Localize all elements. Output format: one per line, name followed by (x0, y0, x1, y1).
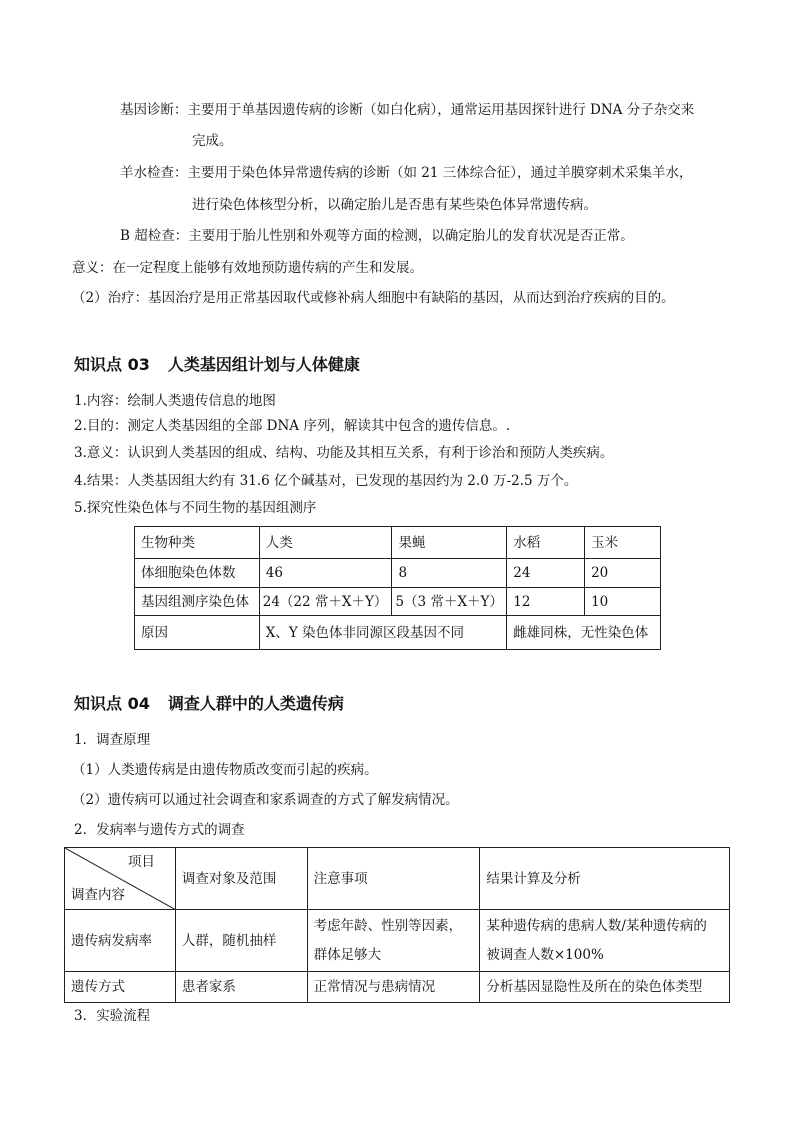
diagnosis-label: 基因诊断： (120, 102, 188, 118)
table-row (135, 527, 661, 559)
table-cell: 调查对象及范围 (175, 848, 307, 910)
diagonal-header-cell (65, 848, 176, 910)
table-cell: 体细胞染色体数 (135, 559, 260, 588)
list-item: 1.内容：绘制人类遗传信息的地图 (74, 393, 276, 409)
diagnosis-text: 主要用于单基因遗传病的诊断（如白化病），通常运用基因探针进行 DNA 分子杂交来 (187, 102, 695, 118)
survey-table (64, 847, 730, 1003)
table-cell: 分析基因显隐性及所在的染色体类型 (480, 972, 730, 1003)
diagnosis-text: 主要用于胎儿性别和外观等方面的检测，以确定胎儿的发育状况是否正常。 (188, 228, 634, 244)
subheading: 3．实验流程 (74, 1008, 151, 1024)
table-cell: 10 (585, 588, 661, 616)
list-item: 5.探究性染色体与不同生物的基因组测序 (74, 500, 317, 516)
cell-line: 考虑年龄、性别等因素， (313, 917, 463, 934)
list-item: 2.目的：测定人类基因组的全部 DNA 序列，解读其中包含的遗传信息。. (74, 418, 511, 434)
table-row (135, 588, 661, 616)
table-cell: 遗传方式 (65, 972, 176, 1003)
table-row (135, 559, 661, 588)
corner-label-bottom: 调查内容 (71, 887, 125, 903)
table-cell: 46 (259, 559, 392, 588)
diagnosis-text-cont: 进行染色体核型分析，以确定胎儿是否患有某些染色体异常遗传病。 (192, 197, 597, 213)
table-cell: X、Y 染色体非同源区段基因不同 (259, 616, 507, 650)
table-cell: 基因组测序染色体 (135, 588, 260, 616)
table-cell: 结果计算及分析 (480, 848, 730, 910)
table-cell: 人群，随机抽样 (175, 910, 307, 972)
section-title: 人类基因组计划与人体健康 (167, 355, 360, 374)
cell-line: 某种遗传病的患病人数/某种遗传病的 (486, 917, 707, 934)
table-cell: 24（22 常＋X＋Y） (259, 588, 392, 616)
table-cell: 原因 (135, 616, 260, 650)
treatment-line: （2）治疗：基因治疗是用正常基因取代或修补病人细胞中有缺陷的基因，从而达到治疗疾病的目的。 (72, 290, 675, 306)
table-row (65, 848, 730, 910)
section-number: 知识点 04 (74, 694, 150, 713)
diagnosis-ultrasound (120, 226, 634, 246)
table-row (135, 616, 661, 650)
table-row (65, 910, 730, 972)
table-cell: 注意事项 (307, 848, 480, 910)
paragraph: （2）遗传病可以通过社会调查和家系调查的方式了解发病情况。 (72, 792, 459, 808)
subheading: 1．调查原理 (74, 732, 151, 748)
section-title: 调查人群中的人类遗传病 (167, 694, 344, 713)
table-cell: 20 (585, 559, 661, 588)
diagnosis-label: B 超检查： (120, 228, 189, 244)
table-cell: 生物种类 (135, 527, 260, 559)
table-cell: 患者家系 (175, 972, 307, 1003)
section-number: 知识点 03 (74, 355, 150, 374)
diagnosis-text-cont: 完成。 (192, 133, 233, 149)
list-item: 4.结果：人类基因组大约有 31.6 亿个碱基对，已发现的基因约为 2.0 万-2.5 万个。 (74, 473, 578, 489)
cell-line: 被调查人数×100% (486, 946, 604, 963)
corner-label-top: 项目 (127, 854, 155, 870)
table-cell: 果蝇 (392, 527, 507, 559)
significance-line: 意义：在一定程度上能够有效地预防遗传病的产生和发展。 (72, 260, 423, 276)
table-cell: 雌雄同株，无性染色体 (507, 616, 661, 650)
table-cell: 人类 (259, 527, 392, 559)
diagnosis-gene (120, 100, 694, 120)
subheading: 2．发病率与遗传方式的调查 (74, 822, 245, 838)
table-cell: 水稻 (507, 527, 585, 559)
table-row (65, 972, 730, 1003)
genome-table (134, 526, 661, 650)
table-cell: 5（3 常＋X＋Y） (392, 588, 507, 616)
table-cell: 正常情况与患病情况 (307, 972, 480, 1003)
paragraph: （1）人类遗传病是由遗传物质改变而引起的疾病。 (72, 762, 378, 778)
table-cell: 24 (507, 559, 585, 588)
diagnosis-label: 羊水检查： (120, 165, 188, 181)
cell-line: 群体足够大 (313, 946, 382, 963)
table-cell (480, 910, 730, 972)
table-cell: 8 (392, 559, 507, 588)
table-cell: 玉米 (585, 527, 661, 559)
table-cell (307, 910, 480, 972)
diagnosis-text: 主要用于染色体异常遗传病的诊断（如 21 三体综合征），通过羊膜穿刺术采集羊水， (187, 165, 693, 181)
section-heading (74, 693, 344, 715)
diagnosis-amniotic (120, 163, 693, 183)
table-cell: 12 (507, 588, 585, 616)
list-item: 3.意义：认识到人类基因的组成、结构、功能及其相互关系，有利于诊治和预防人类疾病。 (74, 445, 614, 461)
table-cell: 遗传病发病率 (65, 910, 176, 972)
section-heading (74, 354, 360, 376)
